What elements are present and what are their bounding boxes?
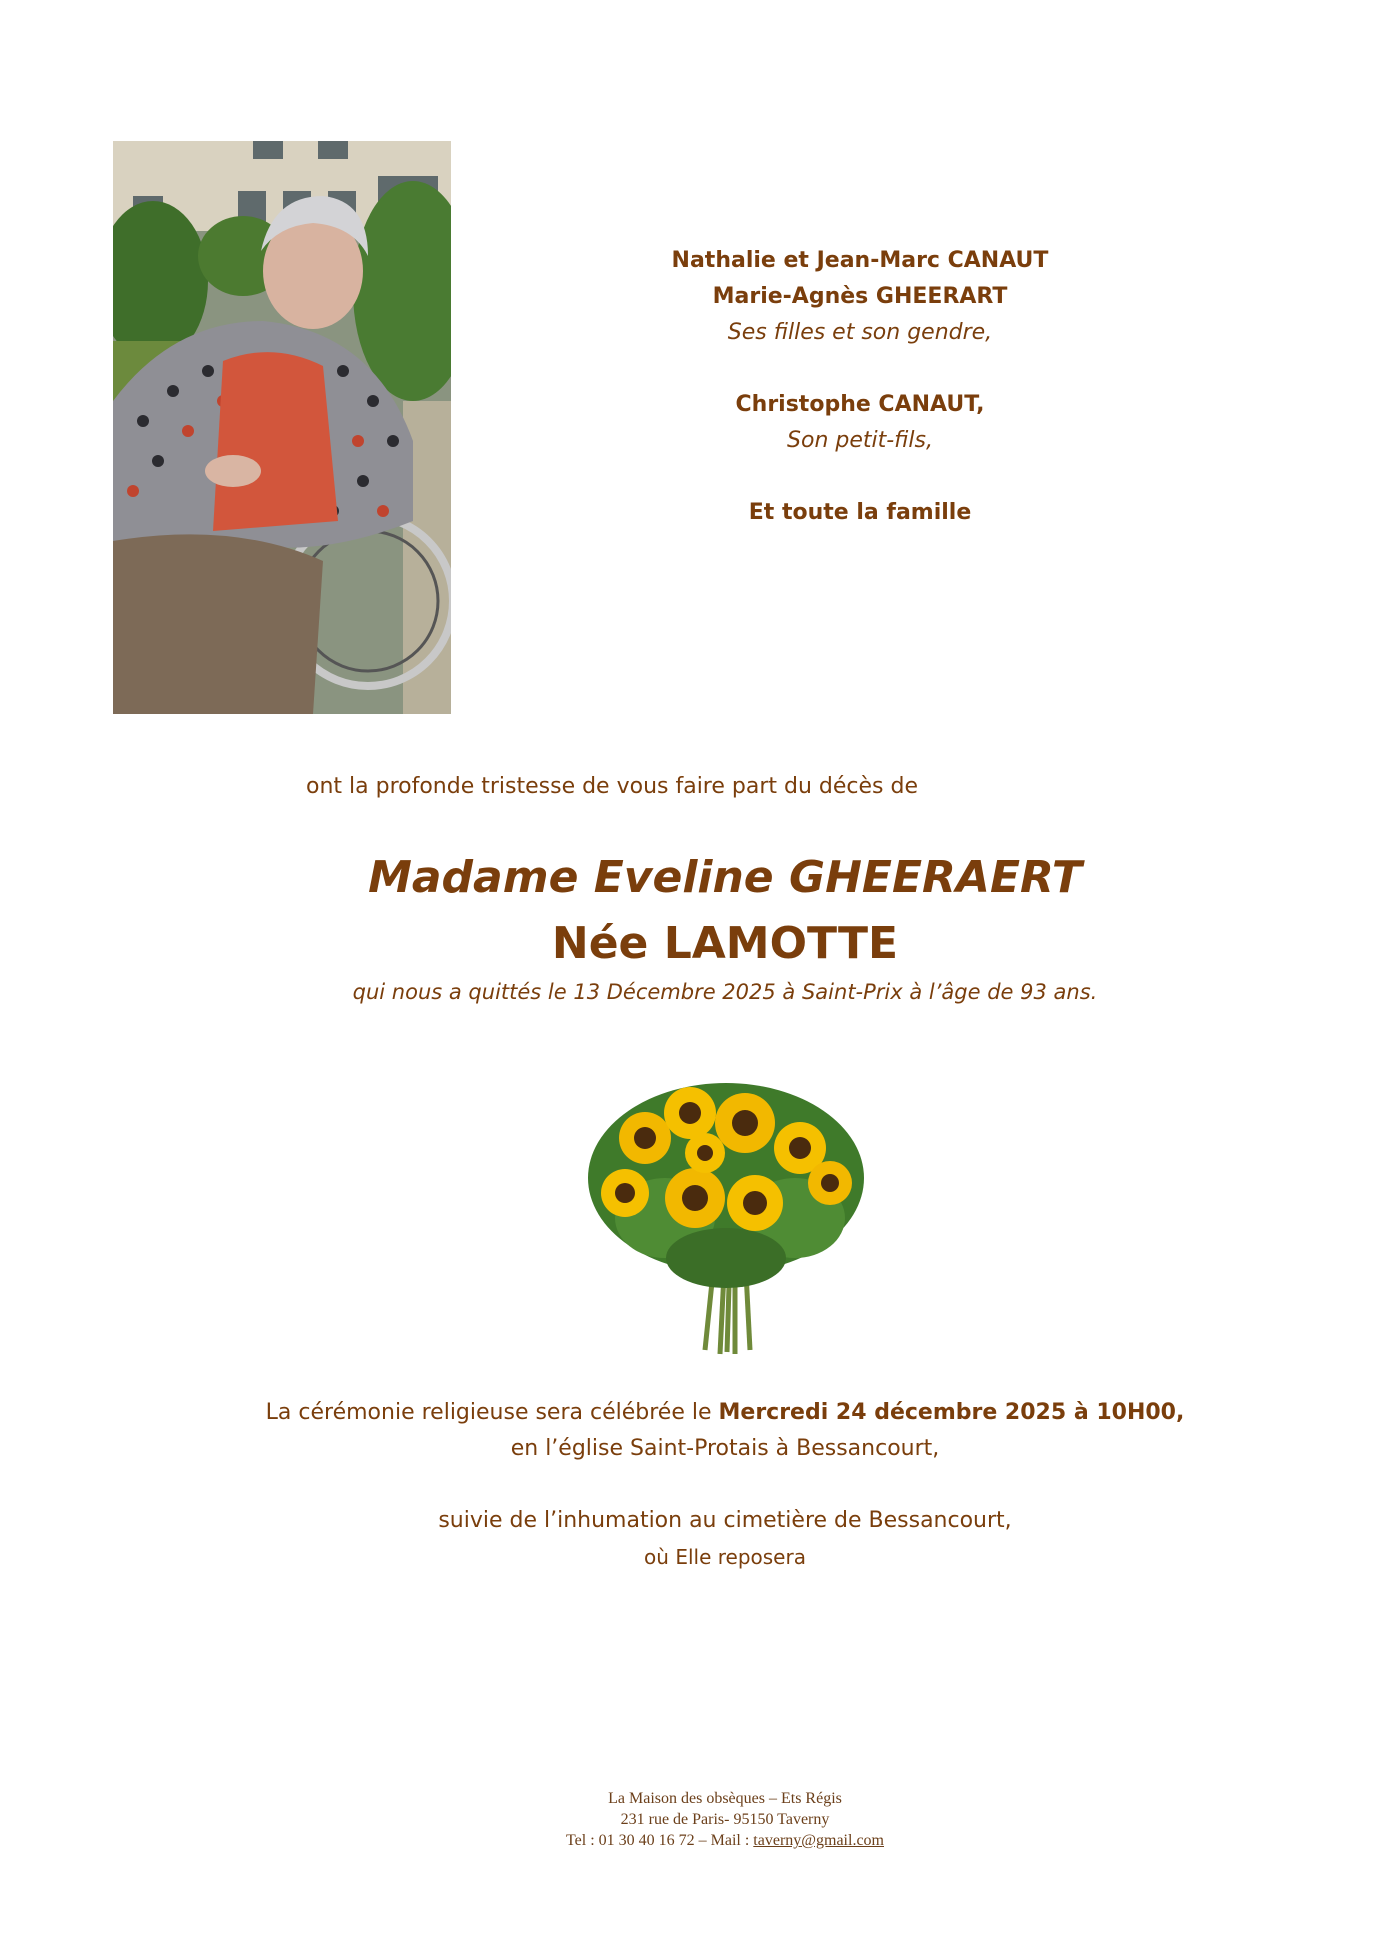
email-link[interactable]: taverny@gmail.com [753,1832,884,1849]
footer [430,1788,1020,1851]
family-line: Christophe CANAUT, [735,392,985,417]
announcement-text: ont la profonde tristesse de vous faire part du décès de [306,774,918,799]
family-line: Marie-Agnès GHEERART [712,284,1008,309]
family-block [560,243,1160,531]
ceremony-datetime: Mercredi 24 décembre 2025 à 10H00, [718,1400,1185,1425]
family-line: Et toute la famille [748,500,972,525]
family-line: Nathalie et Jean-Marc CANAUT [671,248,1049,273]
funeral-home-address: 231 rue de Paris- 95150 Taverny [620,1811,830,1828]
ceremony-block [175,1395,1275,1575]
family-relation: Son petit-fils, [787,428,933,453]
funeral-home-name: La Maison des obsèques – Ets Régis [608,1790,842,1807]
deceased-name: Madame Eveline GHEERAERT [368,852,1082,903]
family-relation: Ses filles et son gendre, [727,320,993,345]
portrait-image [113,141,451,714]
phone-text: Tel : 01 30 40 16 72 – Mail : [565,1832,754,1849]
deceased-maiden-name: Née LAMOTTE [551,918,899,969]
sunflower-bouquet-image [585,1068,867,1358]
portrait-photo [113,141,451,714]
rest-line: où Elle reposera [644,1545,806,1569]
ceremony-line [175,1395,1275,1431]
ceremony-place: en l’église Saint-Protais à Bessancourt, [510,1436,940,1461]
funeral-home-contact [430,1830,1020,1851]
death-details: qui nous a quittés le 13 Décembre 2025 à Saint-Prix à l’âge de 93 ans. [352,980,1098,1004]
ceremony-intro: La cérémonie religieuse sera célébrée le [265,1400,719,1425]
burial-place: suivie de l’inhumation au cimetière de Bessancourt, [438,1508,1012,1533]
